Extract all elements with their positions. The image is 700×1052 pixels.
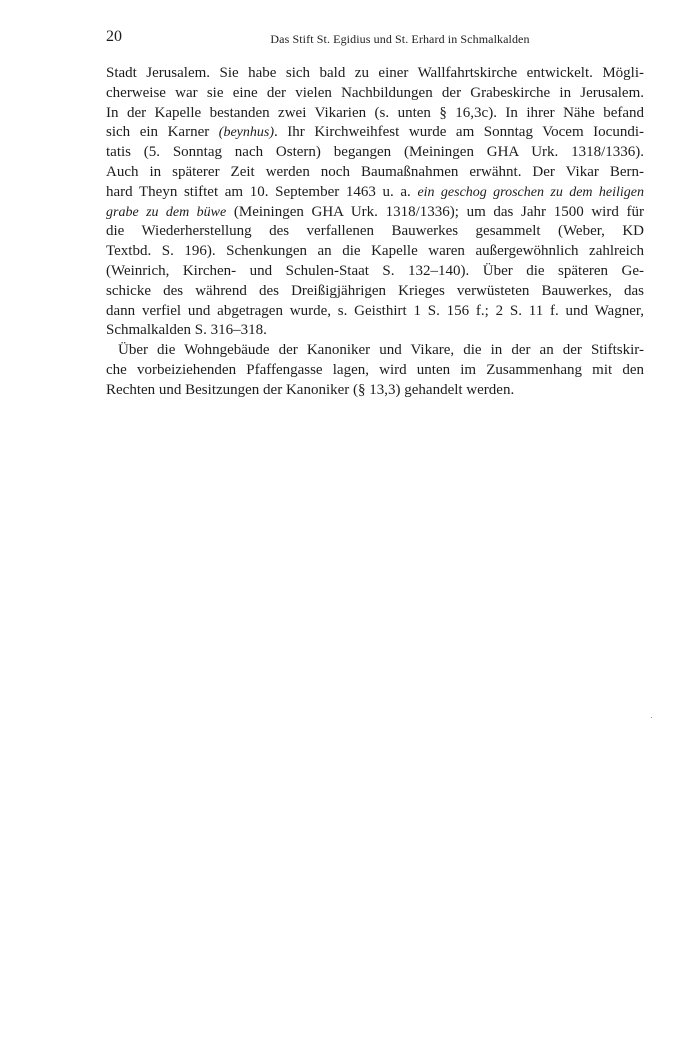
text-line xyxy=(106,262,644,282)
italic-quote: grabe zu dem büwe xyxy=(106,204,227,220)
body-text xyxy=(106,64,644,401)
text-line xyxy=(106,361,644,381)
text-segment: Rechten und Besitzungen der Kanoniker (§ 13,3) gehandelt werden. xyxy=(106,381,515,398)
text-segment: (Weinrich, Kirchen- und Schulen-Staat S. 132–140). Über die späteren Ge- xyxy=(106,262,644,279)
text-line xyxy=(106,222,644,242)
text-segment: schicke des während des Dreißigjährigen Krieges verwüsteten Bauwerkes, das xyxy=(106,282,644,299)
text-line xyxy=(106,64,644,84)
text-segment: Stadt Jerusalem. Sie habe sich bald zu einer Wallfahrtskirche entwickelt. Mögli- xyxy=(106,65,644,81)
text-segment: cherweise war sie eine der vielen Nachbildungen der Grabeskirche in Jerusalem. xyxy=(106,84,644,101)
text-line xyxy=(106,341,644,361)
text-segment: hard Theyn stiftet am 10. September 1463 u. a. xyxy=(106,183,418,200)
paragraph xyxy=(106,341,644,400)
italic-quote: ein geschog groschen zu dem heiligen xyxy=(417,184,644,200)
text-segment: Auch in späterer Zeit werden noch Baumaßnahmen erwähnt. Der Vikar Bern- xyxy=(106,163,644,180)
text-segment: tatis (5. Sonntag nach Ostern) begangen (Meiningen GHA Urk. 1318/1336). xyxy=(106,144,644,161)
text-line xyxy=(106,381,644,401)
text-segment: die Wiederherstellung des verfallenen Bauwerkes gesammelt (Weber, KD xyxy=(106,223,644,240)
text-segment: Schmalkalden S. 316–318. xyxy=(106,322,267,339)
text-line xyxy=(106,123,644,143)
page-number: 20 xyxy=(106,28,122,45)
text-line xyxy=(106,321,644,341)
text-segment: dann verfiel und abgetragen wurde, s. Geisthirt 1 S. 156 f.; 2 S. 11 f. und Wagner, xyxy=(106,302,644,319)
text-line xyxy=(106,143,644,163)
paragraph xyxy=(106,64,644,341)
text-line xyxy=(106,104,644,124)
text-line xyxy=(106,163,644,183)
text-segment: In der Kapelle bestanden zwei Vikarien (s. unten § 16,3c). In ihrer Nähe befand xyxy=(106,104,644,121)
scan-speck xyxy=(651,717,652,718)
text-segment: che vorbeiziehenden Pfaffengasse lagen, wird unten im Zusammenhang mit den xyxy=(106,361,644,378)
text-segment: (Meiningen GHA Urk. 1318/1336); um das Jahr 1500 wird für xyxy=(226,203,644,220)
text-line xyxy=(106,84,644,104)
text-line xyxy=(106,282,644,302)
text-segment: sich ein Karner xyxy=(106,124,219,141)
running-header-title: Das Stift St. Egidius und St. Erhard in Schmalkalden xyxy=(270,32,530,46)
text-line xyxy=(106,242,644,262)
text-line xyxy=(106,203,644,223)
text-line xyxy=(106,183,644,203)
text-segment: Über die Wohngebäude der Kanoniker und Vikare, die in der an der Stiftskir- xyxy=(118,342,644,359)
italic-quote: (beynhus) xyxy=(218,125,274,141)
text-line xyxy=(106,302,644,322)
text-segment: Textbd. S. 196). Schenkungen an die Kapelle waren außergewöhnlich zahlreich xyxy=(106,243,644,260)
text-segment: . Ihr Kirchweihfest wurde am Sonntag Vocem Iocundi- xyxy=(274,124,644,141)
